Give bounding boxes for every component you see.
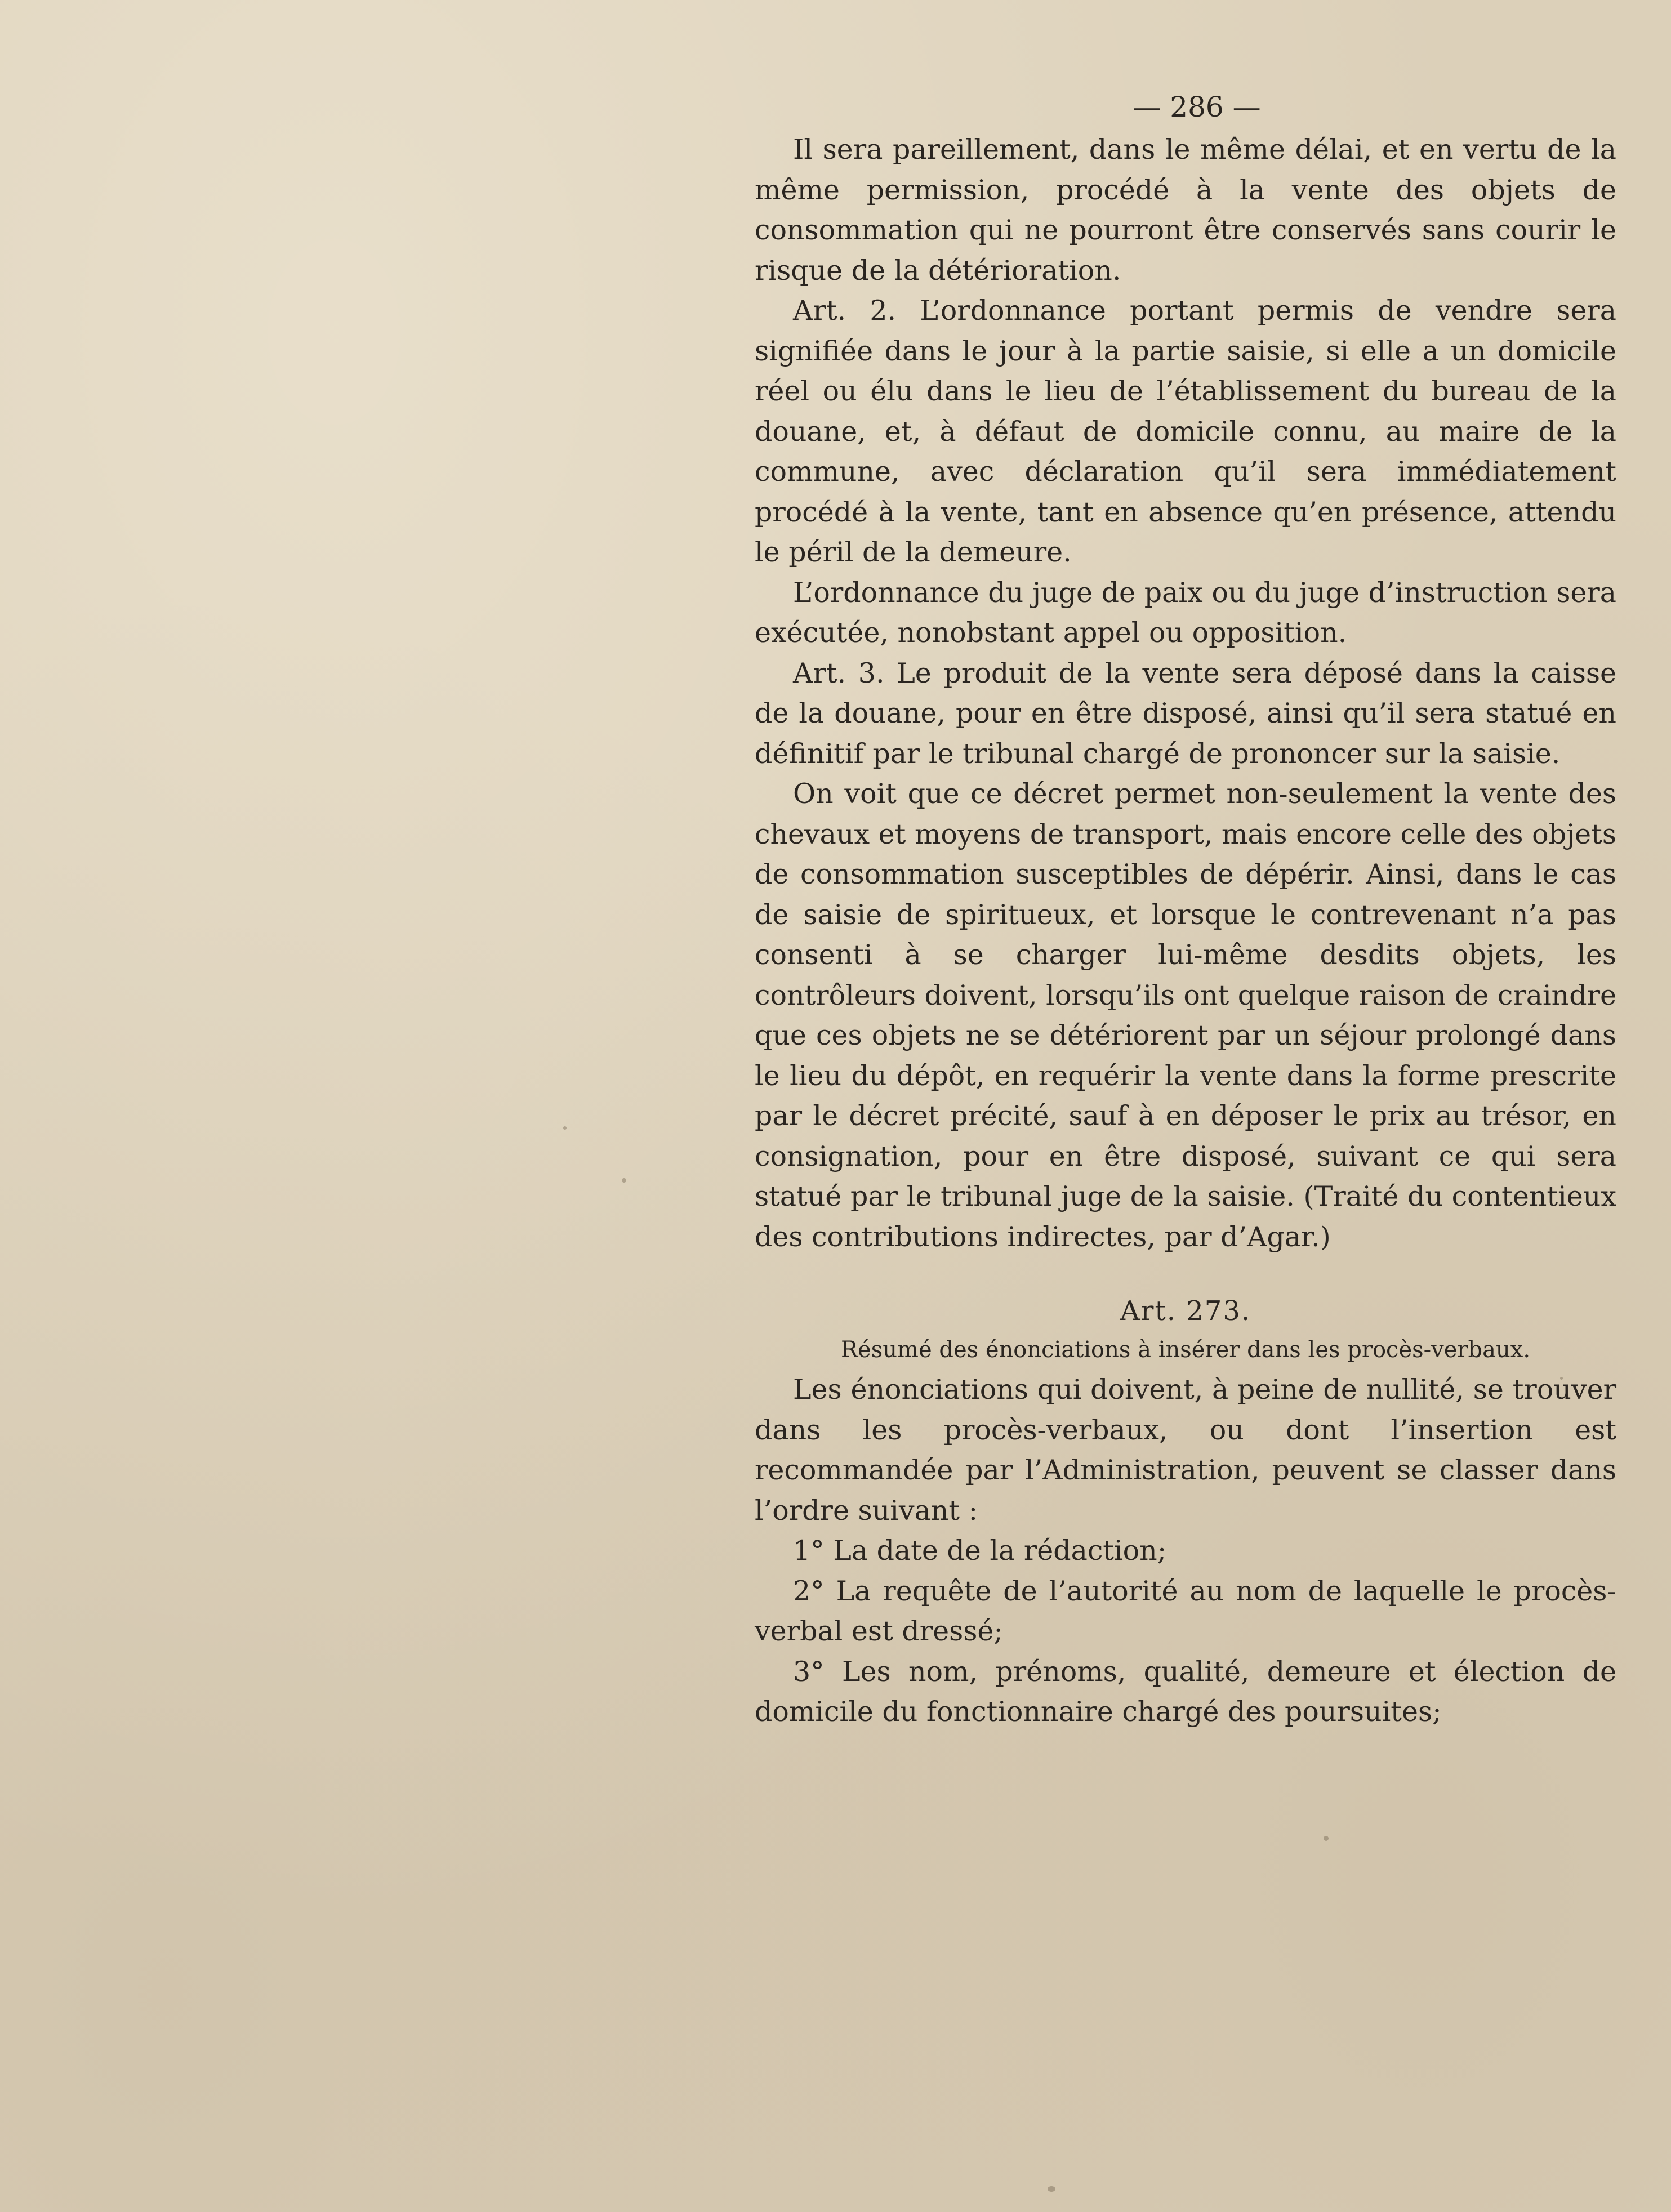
paper-speck: [1560, 1377, 1563, 1380]
paper-speck: [563, 1126, 567, 1130]
article-subheading: Résumé des énonciations à insérer dans les procès-verbaux.: [840, 1337, 1531, 1363]
article-heading: Art. 273.: [1120, 1295, 1251, 1327]
paper-speck: [622, 1178, 626, 1183]
paper-speck: [1324, 1836, 1329, 1841]
text-column: [755, 84, 1616, 1732]
paragraph: L’ordonnance du juge de paix ou du juge d’instruction sera exécutée, nonobstant appel ou opposition.: [755, 576, 1616, 649]
paragraph-article-3: Art. 3. Le produit de la vente sera déposé dans la caisse de la douane, pour en être disposé, ainsi qu’il sera statué en définitif par le tribunal chargé de prononcer sur la saisie.: [755, 657, 1616, 770]
paragraph-article-2: Art. 2. L’ordonnance portant permis de vendre sera signifiée dans le jour à la partie saisie, si elle a un domicile réel ou élu dans le lieu de l’établissement du bureau de la douane, et, à défaut de domicile connu, au maire de la commune, avec déclaration qu’il sera immédiatement procédé à la vente, tant en absence qu’en présence, attendu le péril de la demeure.: [755, 295, 1616, 568]
paragraph-commentary: On voit que ce décret permet non-seulement la vente des chevaux et moyens de transport, mais encore celle des objets de consommation susceptibles de dépérir. Ainsi, dans le cas de saisie de spiritueux, et lorsque le contrevenant n’a pas consenti à se charger lui-même desdits objets, les contrôleurs doivent, lorsqu’ils ont quelque raison de craindre que ces objets ne se détériorent par un séjour prolongé dans le lieu du dépôt, en requérir la vente dans la forme prescrite par le décret précité, sauf à en déposer le prix au trésor, en consignation, pour en être disposé, suivant ce qui sera statué par le tribunal juge de la saisie. (Traité du contentieux des contributions indirectes, par d’Agar.): [755, 778, 1616, 1253]
list-item: 2° La requête de l’autorité au nom de laquelle le procès-verbal est dressé;: [755, 1575, 1616, 1647]
paragraph: Les énonciations qui doivent, à peine de nullité, se trouver dans les procès-verbaux, ou dont l’insertion est recommandée par l’Administration, peuvent se classer dans l’ordre suivant :: [755, 1373, 1616, 1527]
paragraph: Il sera pareillement, dans le même délai, et en vertu de la même permission, procédé à la vente des objets de consommation qui ne pourront être conservés sans courir le risque de la détérioration.: [755, 133, 1616, 287]
list-item: 3° Les nom, prénoms, qualité, demeure et élection de domicile du fonctionnaire chargé des poursuites;: [755, 1655, 1616, 1728]
list-item: 1° La date de la rédaction;: [793, 1535, 1167, 1567]
page-number: — 286 —: [1133, 91, 1261, 123]
paper-speck: [1231, 642, 1234, 645]
paper-speck: [1048, 2186, 1055, 2192]
